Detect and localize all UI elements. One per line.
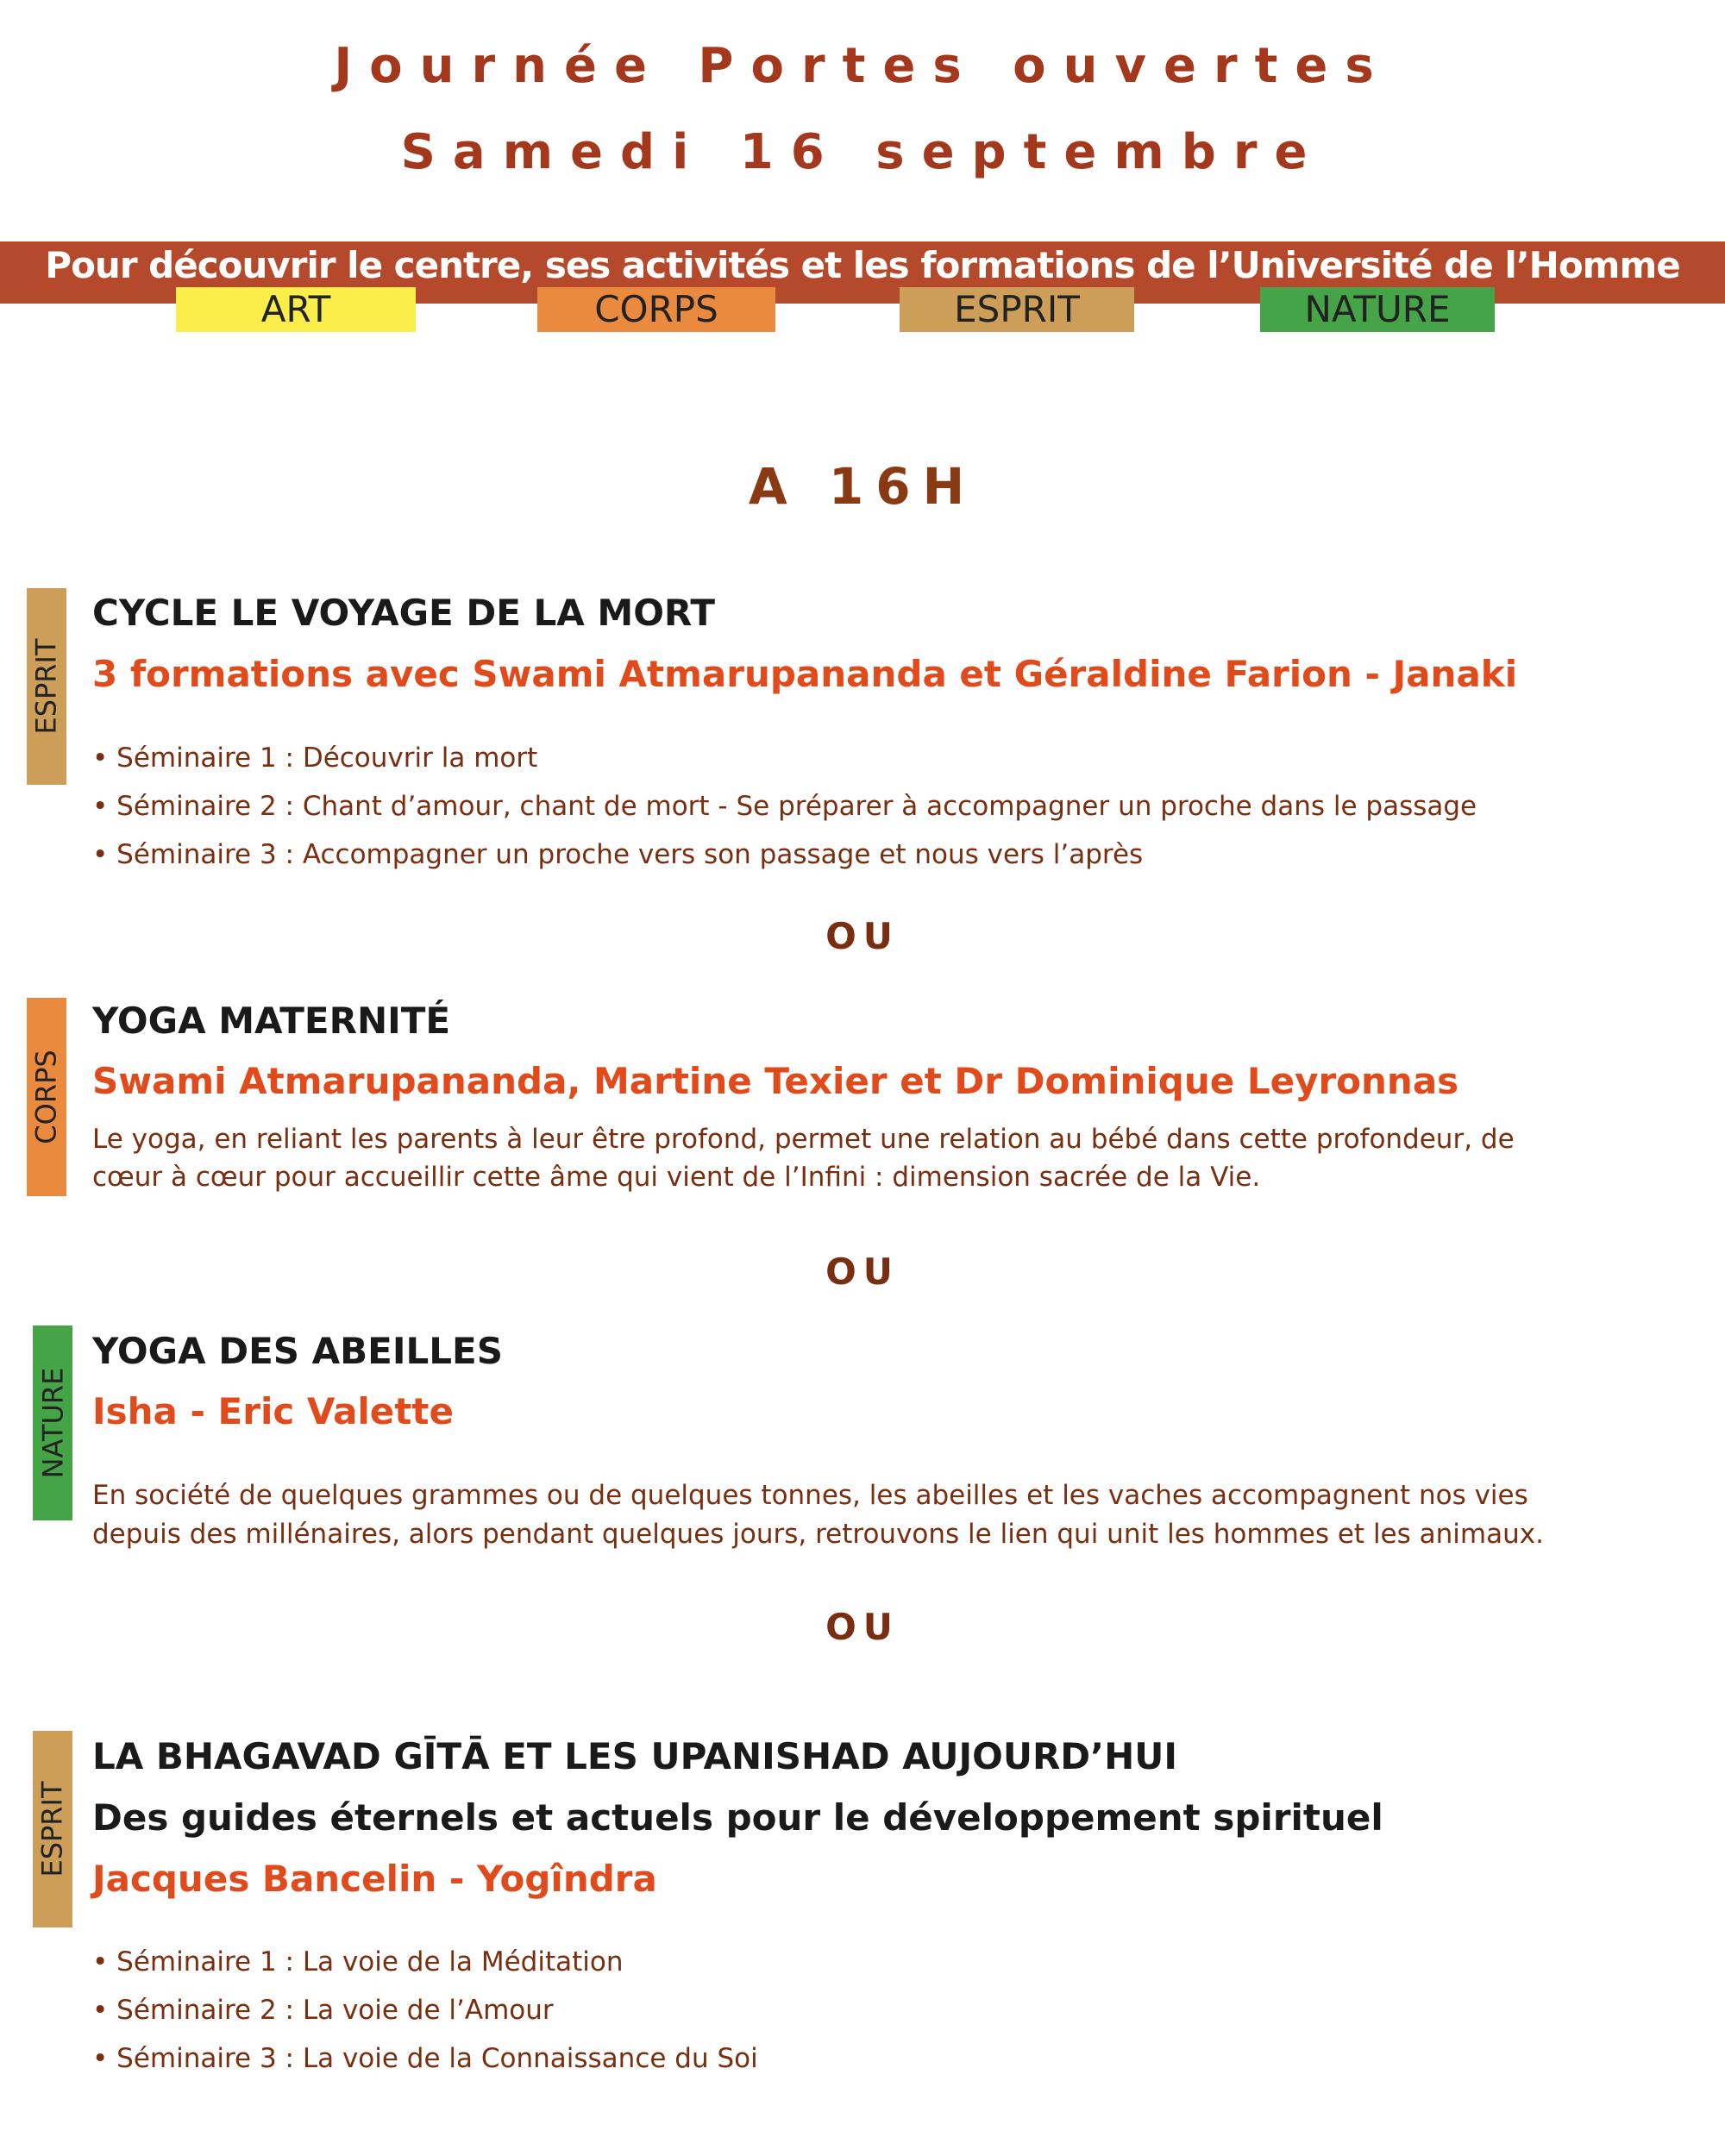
category-esprit: ESPRIT <box>900 287 1134 332</box>
section-tag-nature <box>33 1326 72 1520</box>
section-speakers: Jacques Bancelin - Yogîndra <box>92 1858 657 1900</box>
separator-ou: OU <box>825 915 900 957</box>
time-label: A 16H <box>748 457 977 516</box>
category-nature: NATURE <box>1260 287 1495 332</box>
list-item: • Séminaire 1 : La voie de la Méditation <box>92 1946 624 1977</box>
banner-text: Pour découvrir le centre, ses activités et les formations de l’Université de l’Homme <box>45 244 1680 286</box>
section-tag-label: NATURE <box>36 1367 70 1479</box>
section-tag-esprit <box>33 1731 72 1927</box>
section-description: Le yoga, en reliant les parents à leur être profond, permet une relation au bébé dans cette profondeur, de cœur à cœur pour accueillir cette âme qui vient de l’Infini : dimension sacrée de la Vie. <box>92 1124 1515 1193</box>
section-title: CYCLE LE VOYAGE DE LA MORT <box>92 592 716 634</box>
list-item: • Séminaire 1 : Découvrir la mort <box>92 743 538 774</box>
section-description-line: En société de quelques grammes ou de quelques tonnes, les abeilles et les vaches accompagnent nos vies <box>92 1480 1528 1511</box>
section-tag-label: ESPRIT <box>30 638 64 735</box>
section-tag-label: ESPRIT <box>36 1781 70 1877</box>
list-item: • Séminaire 3 : La voie de la Connaissance du Soi <box>92 2043 758 2074</box>
category-corps: CORPS <box>537 287 775 332</box>
page-title: Journée Portes ouvertes <box>334 38 1391 94</box>
list-item: • Séminaire 2 : Chant d’amour, chant de mort - Se préparer à accompagner un proche dans le passage <box>92 791 1477 822</box>
category-art: ART <box>176 287 416 332</box>
section-title: LA BHAGAVAD GĪTĀ ET LES UPANISHAD AUJOURD’HUI <box>92 1735 1177 1777</box>
separator-ou: OU <box>825 1250 900 1293</box>
section-subtitle: Des guides éternels et actuels pour le développement spirituel <box>92 1796 1383 1839</box>
section-description-line: depuis des millénaires, alors pendant quelques jours, retrouvons le lien qui unit les hommes et les animaux. <box>92 1519 1544 1550</box>
section-title: YOGA MATERNITÉ <box>92 1000 451 1042</box>
section-speakers: 3 formations avec Swami Atmarupananda et Géraldine Farion - Janaki <box>92 653 1518 695</box>
section-tag-esprit <box>27 588 66 785</box>
section-speakers: Swami Atmarupananda, Martine Texier et Dr Dominique Leyronnas <box>92 1060 1459 1102</box>
section-speakers: Isha - Eric Valette <box>92 1390 454 1432</box>
section-tag-label: CORPS <box>30 1050 63 1144</box>
section-title: YOGA DES ABEILLES <box>92 1330 503 1372</box>
page-date: Samedi 16 septembre <box>400 124 1325 180</box>
separator-ou: OU <box>825 1606 900 1648</box>
list-item: • Séminaire 2 : La voie de l’Amour <box>92 1995 554 2026</box>
list-item: • Séminaire 3 : Accompagner un proche vers son passage et nous vers l’après <box>92 839 1144 870</box>
section-tag-corps <box>27 998 66 1196</box>
